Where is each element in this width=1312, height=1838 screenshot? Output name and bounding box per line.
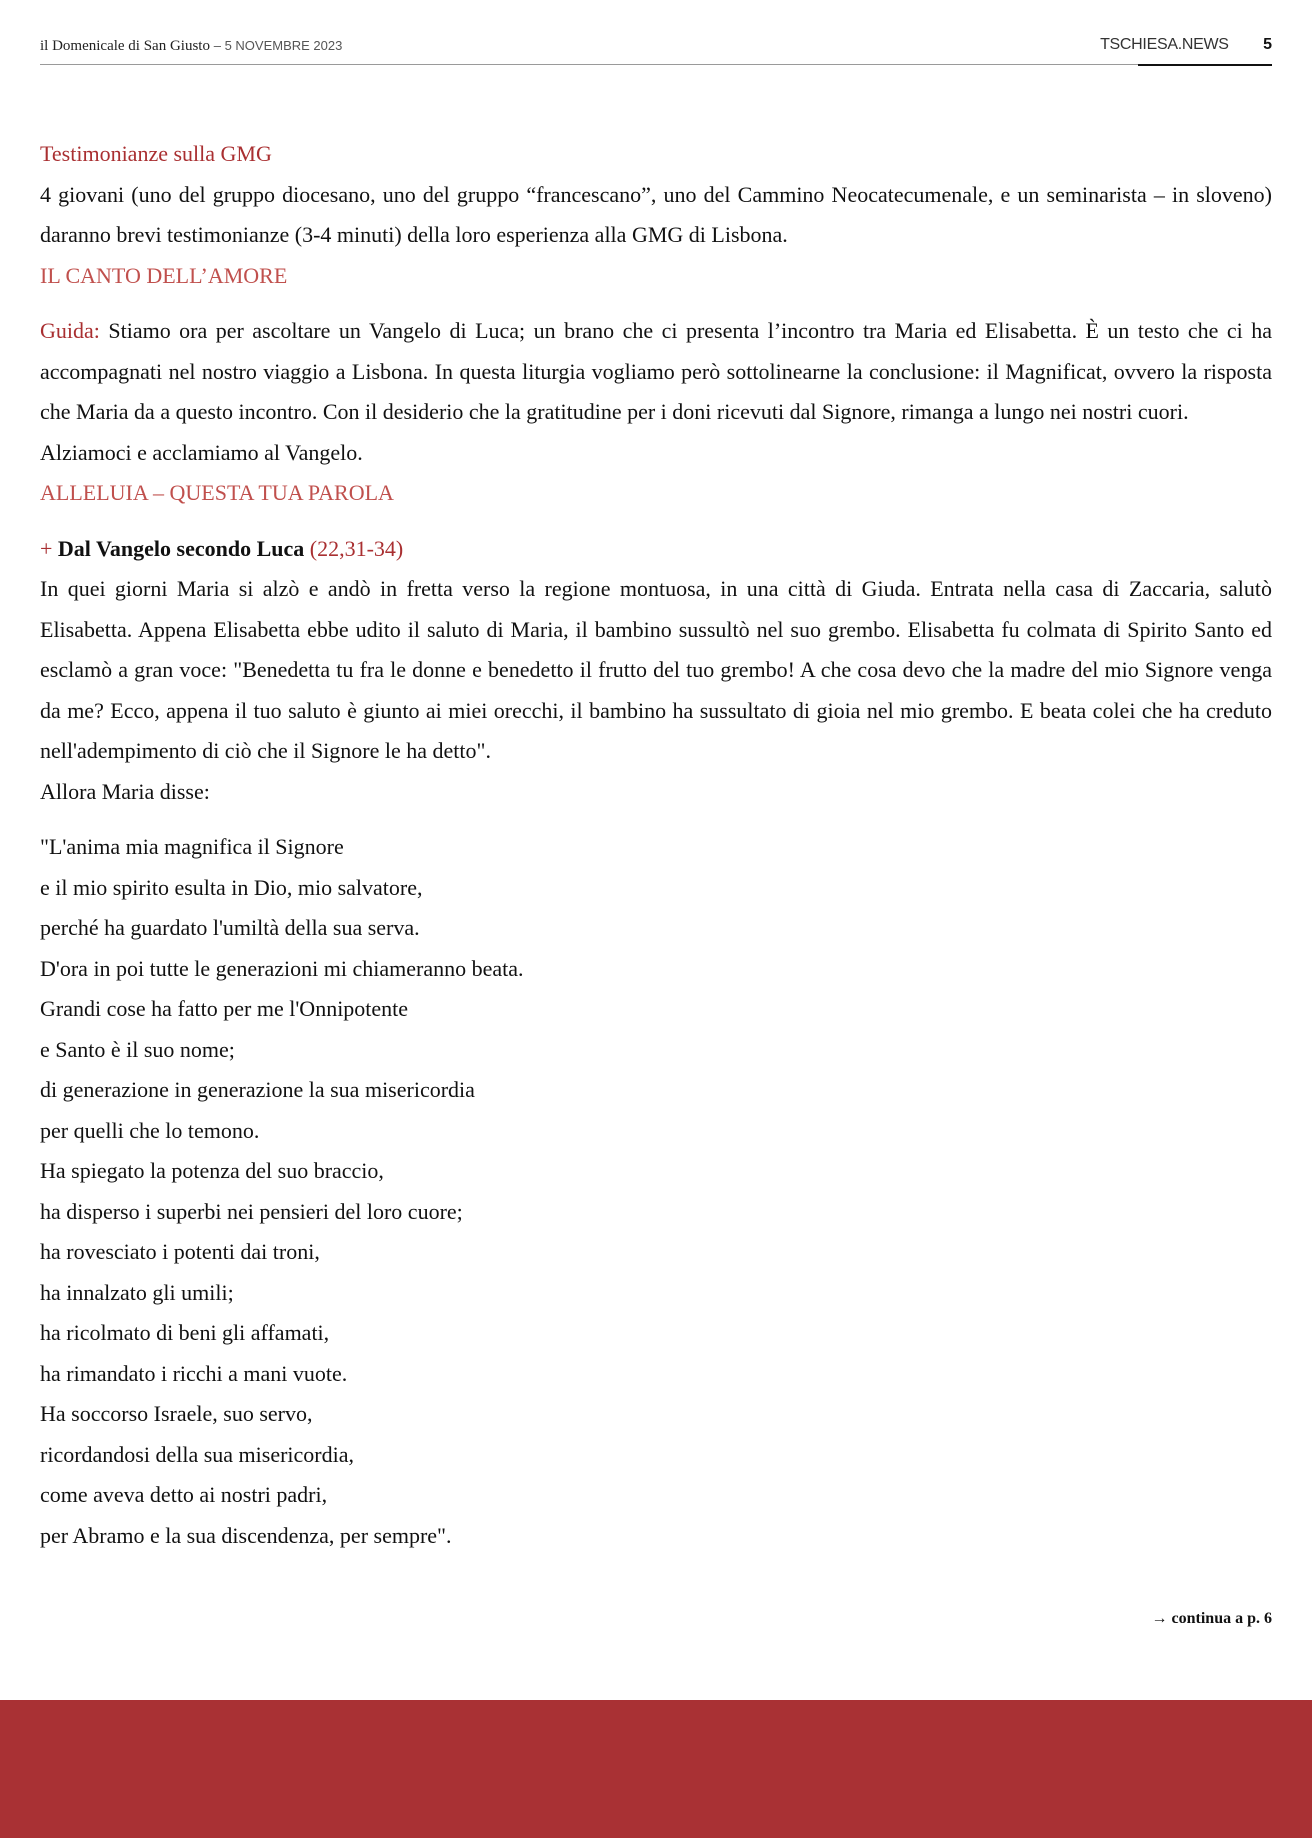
magnificat-line: per quelli che lo temono.	[40, 1117, 260, 1143]
magnificat-line: Ha soccorso Israele, suo servo,	[40, 1401, 313, 1426]
guida-text: Stiamo ora per ascoltare un Vangelo di Luca; un brano che ci presenta l’incontro tra Maria ed Elisabetta. È un testo che ci ha accompagnati nel nostro viaggio a Lisbona. In questa liturgia vogliamo però sottolinearne la conclusione: il Magnificat, ovvero la risposta che Maria da a questo incontro. Con il desiderio che la gratitudine per i doni ricevuti dal Signore, rimanga a lungo nei nostri cuori.	[40, 318, 1272, 424]
section-text: 4 giovani (uno del gruppo diocesano, uno del gruppo “francescano”, uno del Cammino Neocatecumenale, e un seminarista – in sloveno) daranno brevi testimonianze (3-4 minuti) della loro esperienza alla GMG di Lisbona.	[40, 181, 1272, 247]
song-title: IL CANTO DELL’AMORE	[40, 262, 288, 288]
guida-followup: Alziamoci e acclamiamo al Vangelo.	[40, 439, 363, 465]
magnificat-line: Ha spiegato la potenza del suo braccio,	[40, 1158, 384, 1183]
cross-icon: +	[40, 535, 53, 561]
magnificat	[40, 827, 1272, 1556]
magnificat-line: ha rimandato i ricchi a mani vuote.	[40, 1360, 348, 1386]
magnificat-line: per Abramo e la sua discendenza, per sempre".	[40, 1522, 452, 1548]
magnificat-line: ricordandosi della sua misericordia,	[40, 1441, 355, 1467]
header-site	[1100, 36, 1272, 54]
page-number: 5	[1263, 36, 1272, 53]
magnificat-line: di generazione in generazione la sua misericordia	[40, 1077, 475, 1102]
magnificat-line: perché ha guardato l'umiltà della sua serva.	[40, 915, 420, 940]
site-link[interactable]: TSCHIESA.NEWS	[1100, 36, 1229, 53]
gospel-title: Dal Vangelo secondo Luca	[57, 535, 305, 561]
magnificat-line: ha innalzato gli umili;	[40, 1279, 234, 1305]
header-publication	[40, 38, 342, 55]
magnificat-line: D'ora in poi tutte le generazioni mi chiameranno beata.	[40, 955, 524, 981]
gospel-text: In quei giorni Maria si alzò e andò in fretta verso la regione montuosa, in una città di Giuda. Entrata nella casa di Zaccaria, salutò Elisabetta. Appena Elisabetta ebbe udito il saluto di Maria, il bambino sussultò nel suo grembo. Elisabetta fu colmata di Spirito Santo ed esclamò a gran voce: "Benedetta tu fra le donne e benedetto il frutto del tuo grembo! A che cosa devo che la madre del mio Signore venga da me? Ecco, appena il tuo saluto è giunto ai miei orecchi, il bambino ha sussultato di gioia nel mio grembo. E beata colei che ha creduto nell'adempimento di ciò che il Signore le ha detto".	[40, 576, 1272, 763]
gospel-reference: (22,31-34)	[309, 535, 404, 561]
magnificat-line: "L'anima mia magnifica il Signore	[40, 834, 344, 859]
footer-band	[0, 1700, 1312, 1838]
guida-paragraph	[40, 311, 1272, 433]
page-header	[40, 34, 1272, 65]
gospel-followup: Allora Maria disse:	[40, 778, 210, 804]
gospel-heading	[40, 529, 1272, 570]
magnificat-line: ha disperso i superbi nei pensieri del loro cuore;	[40, 1198, 463, 1224]
publication-date: – 5 NOVEMBRE 2023	[213, 38, 343, 53]
publication-name: il Domenicale di San Giusto	[40, 38, 210, 54]
magnificat-line: come aveva detto ai nostri padri,	[40, 1482, 328, 1507]
magnificat-line: ha rovesciato i potenti dai troni,	[40, 1239, 320, 1264]
magnificat-line: e Santo è il suo nome;	[40, 1036, 235, 1062]
magnificat-line: ha ricolmato di beni gli affamati,	[40, 1320, 330, 1345]
magnificat-line: e il mio spirito esulta in Dio, mio salvatore,	[40, 874, 423, 900]
article-content	[40, 134, 1272, 1556]
magnificat-line: Grandi cose ha fatto per me l'Onnipotente	[40, 996, 409, 1021]
header-underline	[1138, 64, 1272, 66]
section-title: Testimonianze sulla GMG	[40, 141, 272, 166]
guida-label: Guida:	[40, 318, 100, 343]
alleluia-title: ALLELUIA – QUESTA TUA PAROLA	[40, 480, 394, 505]
continue-link[interactable]: → continua a p. 6	[1151, 1610, 1272, 1627]
